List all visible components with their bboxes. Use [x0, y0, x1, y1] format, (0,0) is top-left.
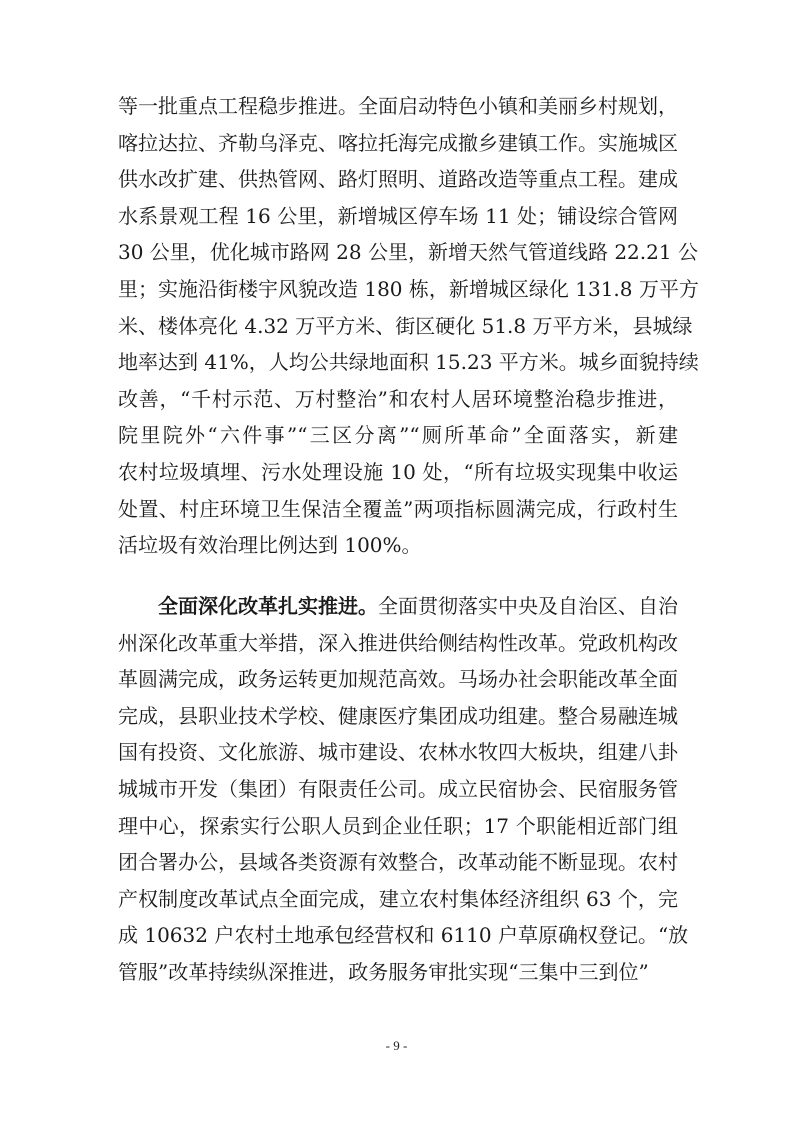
- page-number: - 9 -: [385, 1038, 408, 1053]
- text-line: 产权制度改革试点全面完成，建立农村集体经济组织 63 个，完: [118, 886, 678, 911]
- text-line: 团合署办公，县域各类资源有效整合，改革动能不断显现。农村: [118, 850, 678, 875]
- section-heading: 全面深化改革扎实推进。: [158, 594, 378, 618]
- paragraph-reform: [118, 588, 689, 991]
- text-line: 改善，“千村示范、万村整治”和农村人居环境整治稳步推进，: [118, 386, 678, 411]
- text-line: 州深化改革重大举措，深入推进供给侧结构性改革。党政机构改: [118, 630, 678, 655]
- text-line: [118, 588, 678, 625]
- text-line: 30 公里，优化城市路网 28 公里，新增天然气管道线路 22.21 公: [118, 240, 698, 265]
- text-line: 革圆满完成，政务运转更加规范高效。马场办社会职能改革全面: [118, 667, 678, 692]
- text-line: 米、楼体亮化 4.32 万平方米、街区硬化 51.8 万平方米，县城绿: [118, 313, 693, 338]
- text-line: 国有投资、文化旅游、城市建设、农林水牧四大板块，组建八卦: [118, 740, 678, 765]
- text-line: 里；实施沿街楼宇风貌改造 180 栋，新增城区绿化 131.8 万平方: [118, 276, 699, 301]
- paragraph-urban-construction: [118, 88, 699, 564]
- text-line: 供水改扩建、供热管网、路灯照明、道路改造等重点工程。建成: [118, 167, 678, 192]
- text-line: 活垃圾有效治理比例达到 100%。: [118, 533, 422, 558]
- text-line: 等一批重点工程稳步推进。全面启动特色小镇和美丽乡村规划，: [118, 94, 678, 118]
- text-line: 理中心，探索实行公职人员到企业任职；17 个职能相近部门组: [118, 813, 678, 838]
- text-line-rest: 全面贯彻落实中央及自治区、自治: [378, 594, 678, 618]
- text-line: 完成，县职业技术学校、健康医疗集团成功组建。整合易融连城: [118, 703, 678, 728]
- text-line: 农村垃圾填埋、污水处理设施 10 处，“所有垃圾实现集中收运: [118, 459, 678, 484]
- text-line: 成 10632 户农村土地承包经营权和 6110 户草原确权登记。“放: [118, 923, 689, 948]
- text-line: 处置、村庄环境卫生保洁全覆盖”两项指标圆满完成，行政村生: [118, 496, 678, 521]
- text-line: 管服”改革持续纵深推进，政务服务审批实现“三集中三到位”: [118, 959, 649, 984]
- text-line: 院里院外“六件事”“三区分离”“厕所革命”全面落实，新建: [118, 423, 678, 448]
- text-line: 地率达到 41%，人均公共绿地面积 15.23 平方米。城乡面貌持续: [118, 350, 699, 375]
- text-line: 水系景观工程 16 公里，新增城区停车场 11 处；铺设综合管网: [118, 203, 678, 228]
- text-line: 城城市开发（集团）有限责任公司。成立民宿协会、民宿服务管: [118, 776, 678, 801]
- text-line: 喀拉达拉、齐勒乌泽克、喀拉托海完成撤乡建镇工作。实施城区: [118, 130, 678, 155]
